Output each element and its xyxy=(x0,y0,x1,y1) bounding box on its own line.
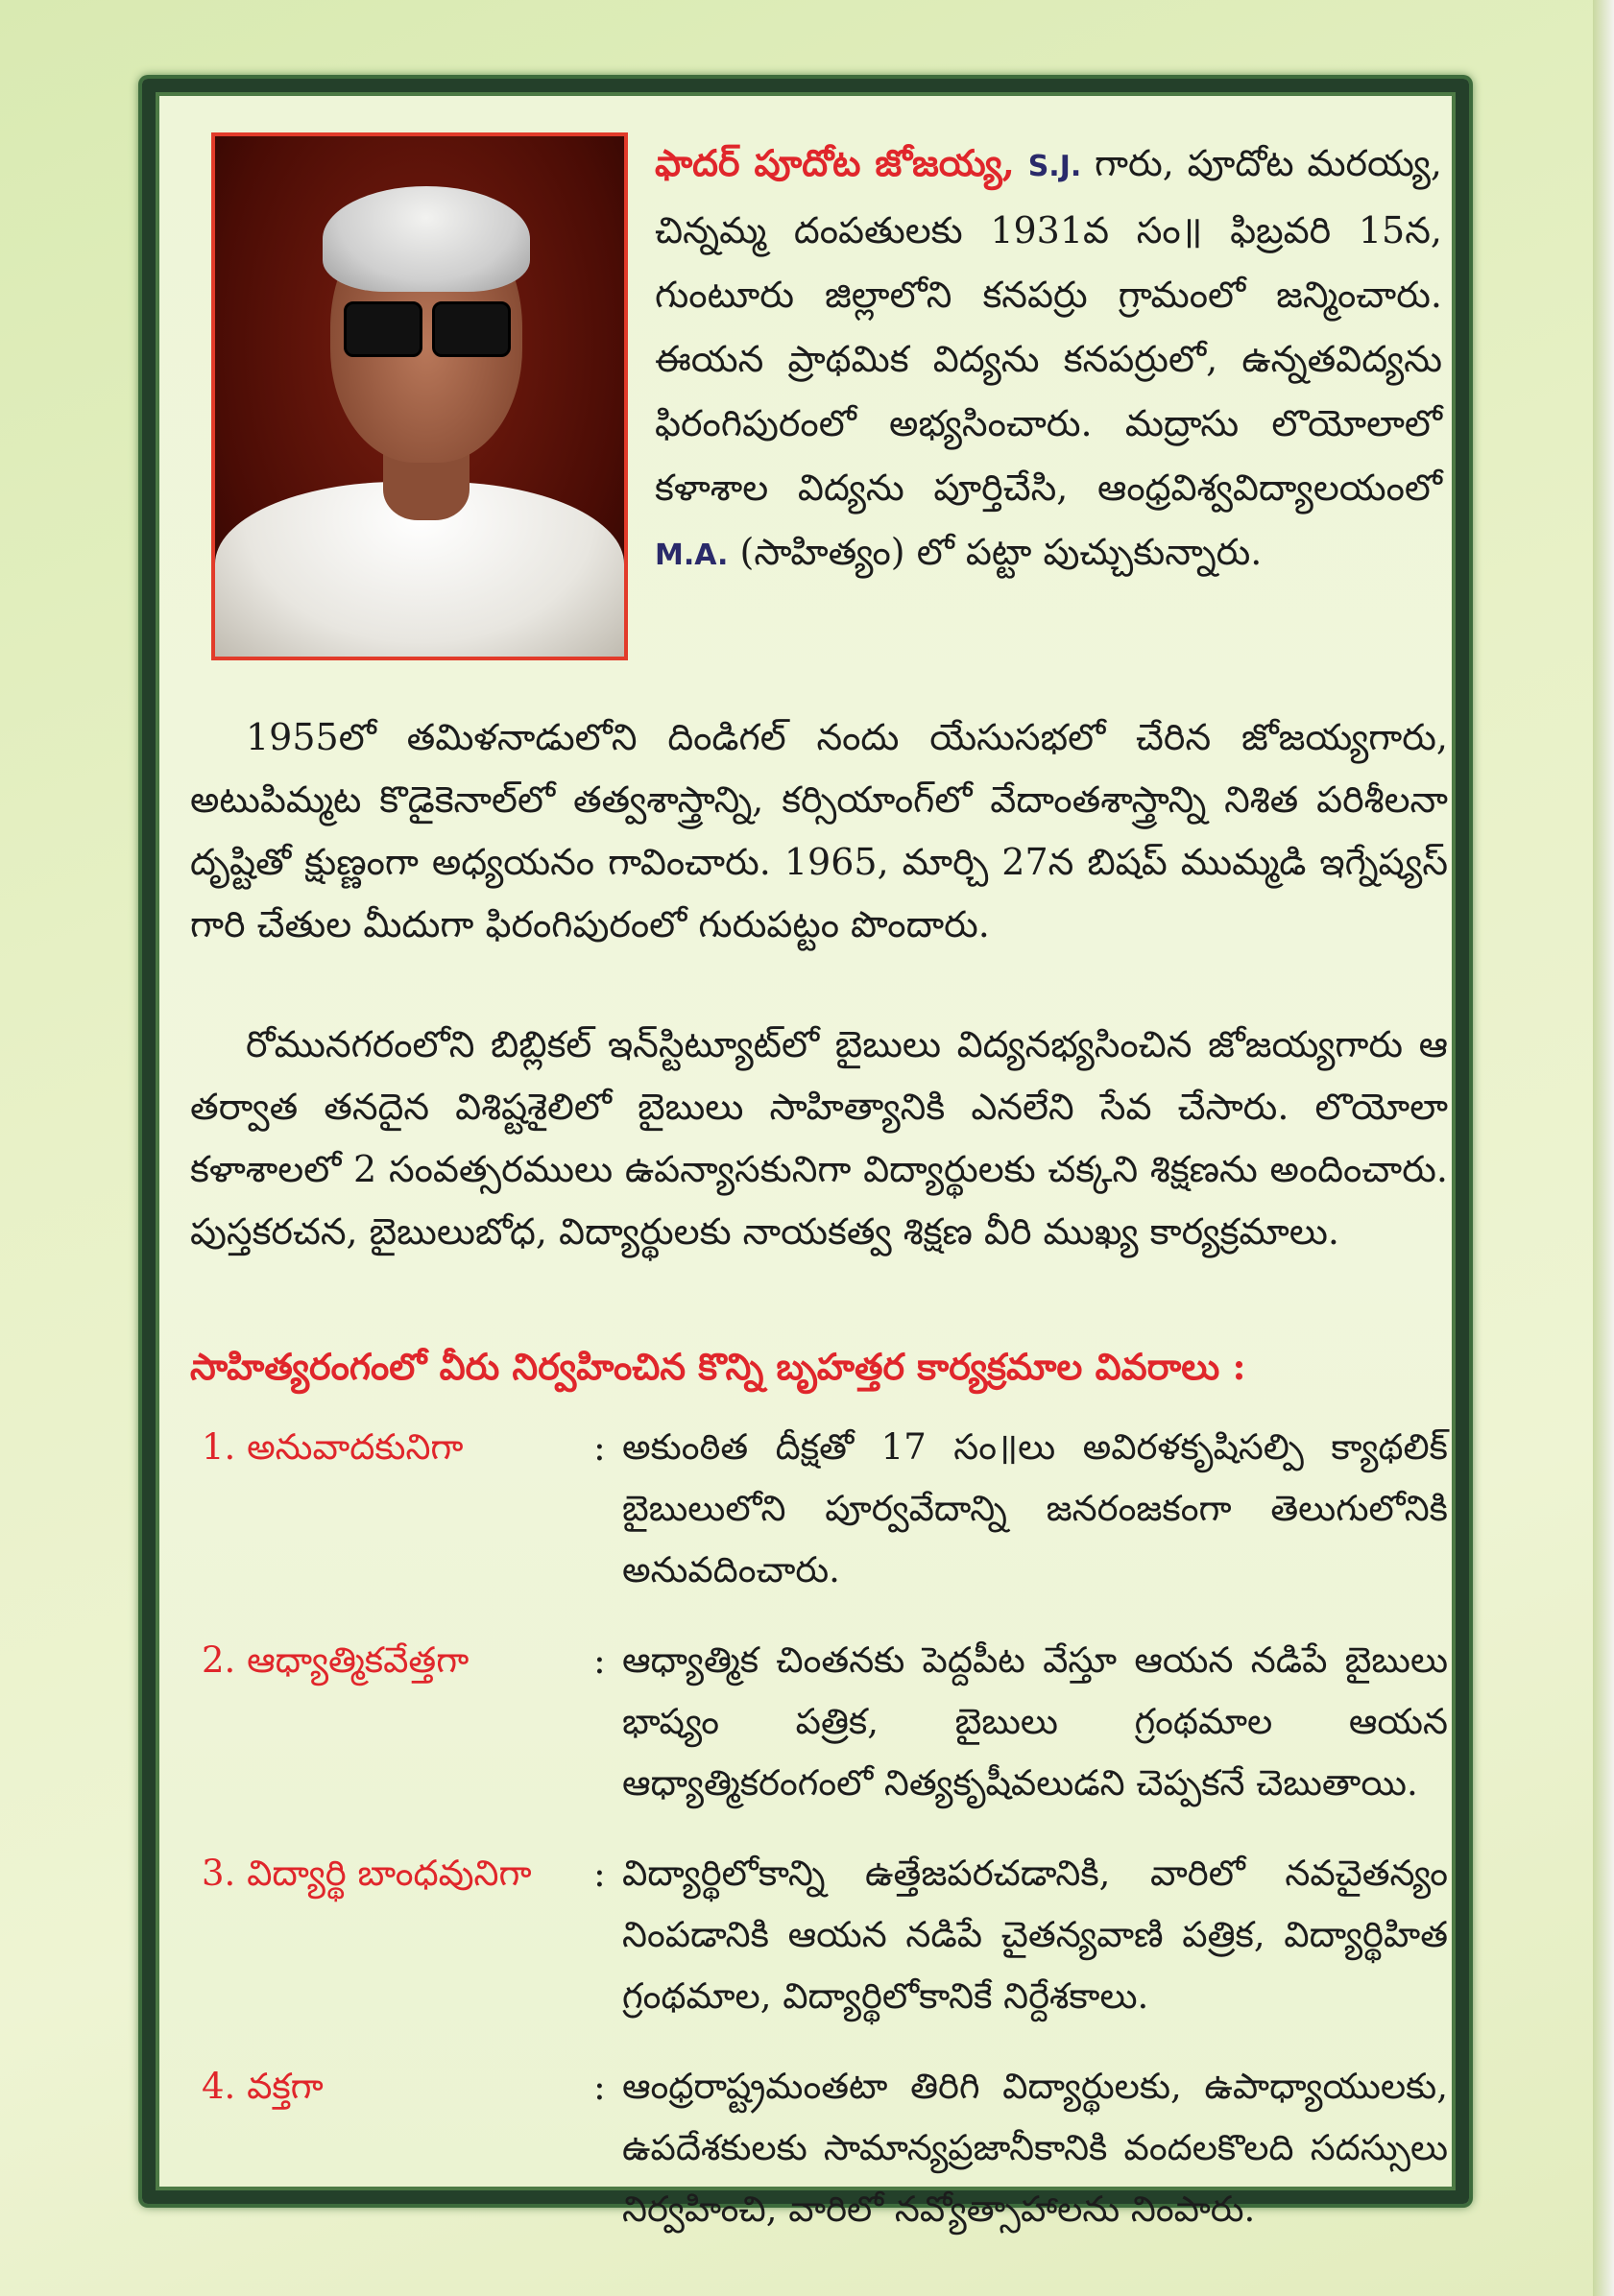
list-item xyxy=(190,2056,1448,2240)
list-item-colon: : xyxy=(593,2066,606,2108)
intro-text-1: గారు, పూదోట మరయ్య, చిన్నమ్మ దంపతులకు 1931వ సం॥ ఫిబ్రవరి 15న, గుంటూరు జిల్లాలోని కనపర్రు గ్రామంలో జన్మించారు. ఈయన ప్రాథమిక విద్యను కనపర్రులో, ఉన్నతవిద్యను ఫిరంగిపురంలో అభ్యసించారు. మద్రాసు లొయోలాలో కళాశాల విద్యను పూర్తిచేసి, ఆంధ్రవిశ్వవిద్యాలయంలో xyxy=(655,142,1442,509)
list-item-description: విద్యార్థిలోకాన్ని ఉత్తేజపరచడానికి, వారిలో నవచైతన్యం నింపడానికి ఆయన నడిపే చైతన్యవాణి పత్రిక, విద్యార్థిహిత గ్రంథమాల, విద్యార్థిలోకానికే నిర్దేశకాలు. xyxy=(622,1853,1448,2017)
paragraph-service: రోమునగరంలోని బిబ్లికల్ ఇన్‌స్టిట్యూట్‌లో బైబులు విద్యనభ్యసించిన జోజయ్యగారు ఆ తర్వాత తనదైన విశిష్టశైలిలో బైబులు సాహిత్యానికి ఎనలేని సేవ చేసారు. లొయోలా కళాశాలలో 2 సంవత్సరములు ఉపన్యాసకునిగా విద్యార్థులకు చక్కని శిక్షణను అందించారు. పుస్తకరచన, బైబులుబోధ, విద్యార్థులకు నాయకత్వ శిక్షణ వీరి ముఖ్య కార్యక్రమాలు. xyxy=(190,1023,1448,1253)
list-item xyxy=(190,1417,1448,1601)
paragraph-training: 1955లో తమిళనాడులోని దిండిగల్ నందు యేసుసభలో చేరిన జోజయ్యగారు, అటుపిమ్మట కొడైకెనాల్‌లో తత్వశాస్త్రాన్ని, కర్సియాంగ్‌లో వేదాంతశాస్త్రాన్ని నిశిత పరిశీలనా దృష్టితో క్షుణ్ణంగా అధ్యయనం గావించారు. 1965, మార్చి 27న బిషప్ ముమ్మడి ఇగ్నేష్యస్ గారి చేతుల మీదుగా ఫిరంగిపురంలో గురుపట్టం పొందారు. xyxy=(190,716,1448,945)
list-item-colon: : xyxy=(593,1426,606,1469)
list-item-colon: : xyxy=(593,1853,606,1895)
person-name: ఫాదర్ పూదోట జోజయ్య, xyxy=(655,141,1015,184)
list-item-label: 2. ఆధ్యాత్మికవేత్తగా xyxy=(202,1639,470,1681)
portrait-photo xyxy=(211,132,628,660)
list-item-label: 1. అనువాదకునిగా xyxy=(202,1426,464,1468)
works-list xyxy=(190,1417,1448,2269)
portrait-hair xyxy=(323,186,530,292)
list-item-description: ఆధ్యాత్మిక చింతనకు పెద్దపీట వేస్తూ ఆయన నడిపే బైబులు భాష్యం పత్రిక, బైబులు గ్రంథమాల ఆయన ఆధ్యాత్మికరంగంలో నిత్యకృషీవలుడని చెప్పకనే చెబుతాయి. xyxy=(622,1639,1448,1804)
list-item-colon: : xyxy=(593,1639,606,1682)
list-item-label: 3. విద్యార్థి బాంధవునిగా xyxy=(202,1853,532,1894)
section-heading: సాహిత్యరంగంలో వీరు నిర్వహించిన కొన్ని బృహత్తర కార్యక్రమాల వివరాలు : xyxy=(190,1345,1246,1388)
list-item-label: 4. వక్తగా xyxy=(202,2066,324,2107)
decorative-border-frame xyxy=(142,79,1469,2230)
intro-text-2: (సాహిత్యం) లో పట్టా పుచ్చుకున్నారు. xyxy=(728,531,1263,573)
list-item-description: ఆంధ్రరాష్ట్రమంతటా తిరిగి విద్యార్థులకు, ఉపాధ్యాయులకు, ఉపదేశకులకు సామాన్యప్రజానీకానికి వందలకొలది సదస్సులు నిర్వహించి, వారిలో నవ్యోత్సాహాలను నింపారు. xyxy=(622,2066,1448,2230)
title-abbreviation: S.J. xyxy=(1027,150,1082,183)
portrait-glasses xyxy=(340,301,513,355)
page-edge xyxy=(1593,0,1614,2296)
list-item xyxy=(190,1843,1448,2027)
degree-abbreviation: M.A. xyxy=(655,538,729,572)
list-item xyxy=(190,1630,1448,1814)
intro-paragraph xyxy=(655,131,1442,587)
list-item-description: అకుంఠిత దీక్షతో 17 సం॥లు అవిరళకృషిసల్పి క్యాథలిక్ బైబులులోని పూర్వవేదాన్ని జనరంజకంగా తెలుగులోనికి అనువదించారు. xyxy=(622,1426,1448,1590)
